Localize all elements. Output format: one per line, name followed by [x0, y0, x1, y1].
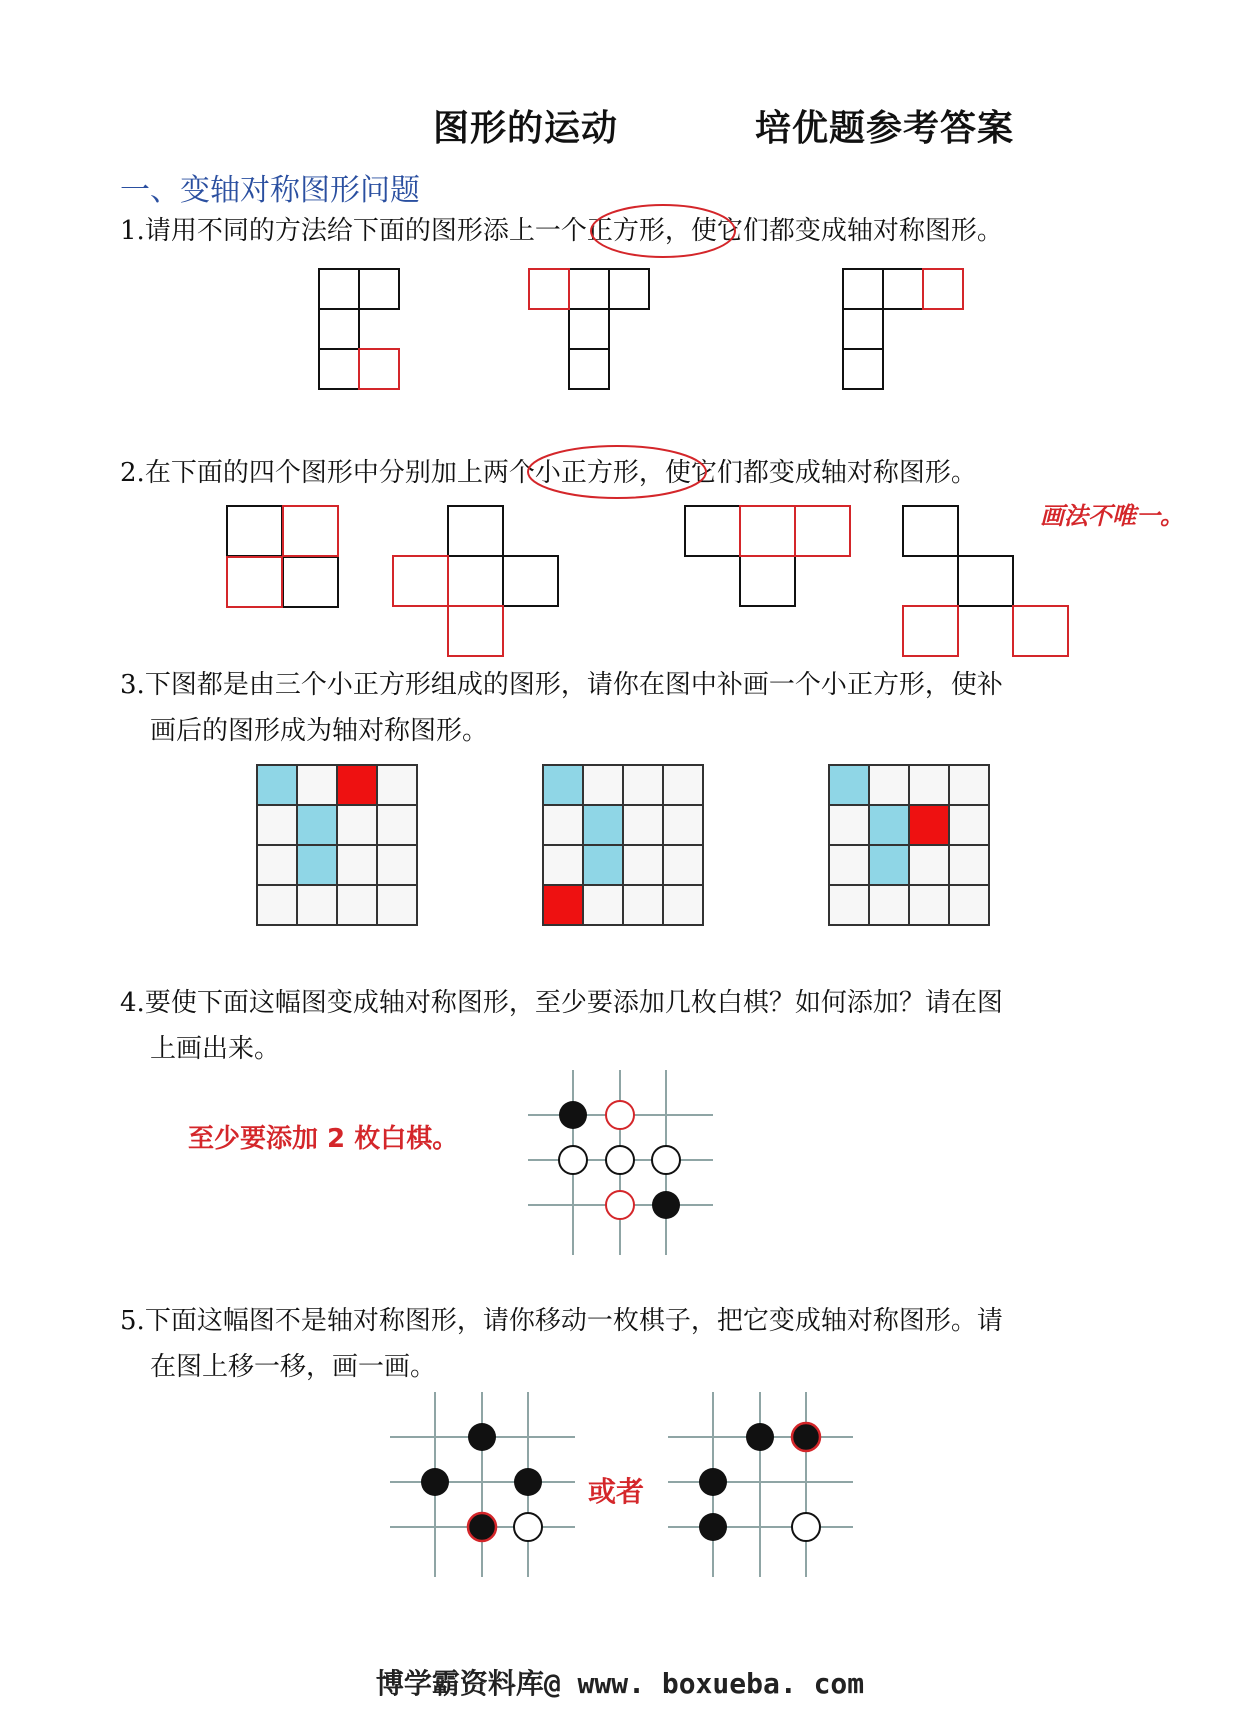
grid-cell	[337, 765, 377, 805]
grid-cell	[869, 805, 909, 845]
grid-cell	[257, 765, 297, 805]
grid-cell	[869, 765, 909, 805]
grid-cell	[623, 885, 663, 925]
grid-cell	[377, 845, 417, 885]
q3-grid-1	[255, 763, 419, 927]
q3-text-line1: 下图都是由三个小正方形组成的图形，请你在图中补画一个小正方形，使补	[144, 670, 1003, 700]
grid-cell	[337, 885, 377, 925]
grid-cell	[909, 805, 949, 845]
grid-cell	[623, 845, 663, 885]
q4-text-line1: 要使下面这幅图变成轴对称图形，至少要添加几枚白棋？如何添加？请在图	[144, 988, 1003, 1018]
grid-cell	[257, 845, 297, 885]
q3-grid-3	[827, 763, 991, 927]
q1-circled-text: 一个正方形	[534, 216, 665, 246]
grid-cell	[583, 805, 623, 845]
q5-go-board-2	[668, 1392, 858, 1582]
grid-cell	[297, 885, 337, 925]
question-5	[120, 1298, 1140, 1390]
grid-cell	[297, 765, 337, 805]
grid-cell	[949, 885, 989, 925]
q5-text-line2: 在图上移一移，画一画。	[150, 1352, 437, 1382]
grid-cell	[829, 845, 869, 885]
q4-text-line2: 上画出来。	[150, 1034, 281, 1064]
question-3	[120, 662, 1140, 754]
grid-cell	[543, 845, 583, 885]
q1-figure-1	[318, 268, 398, 392]
grid-cell	[869, 845, 909, 885]
question-4	[120, 980, 1140, 1072]
grid-cell	[257, 885, 297, 925]
grid-cell	[663, 765, 703, 805]
q2-text-post: ，使它们都变成轴对称图形。	[638, 458, 977, 488]
grid-cell	[909, 765, 949, 805]
grid-cell	[829, 805, 869, 845]
grid-cell	[909, 885, 949, 925]
q2-figure-4	[902, 505, 1070, 661]
page-title-left: 图形的运动	[433, 108, 619, 149]
page-title-right: 培优题参考答案	[755, 108, 1015, 149]
q2-circle-mark	[525, 444, 710, 502]
grid-cell	[337, 845, 377, 885]
grid-cell	[869, 885, 909, 925]
grid-cell	[663, 885, 703, 925]
grid-cell	[377, 765, 417, 805]
q2-figure-1	[226, 505, 338, 617]
q5-text-line1: 下面这幅图不是轴对称图形，请你移动一枚棋子，把它变成轴对称图形。请	[144, 1306, 1003, 1336]
grid-cell	[543, 765, 583, 805]
q2-text-pre: 在下面的四个图形中分别加上	[144, 458, 483, 488]
grid-cell	[909, 845, 949, 885]
grid-cell	[949, 765, 989, 805]
q1-text-pre: 请用不同的方法给下面的图形添上	[144, 216, 535, 246]
q5-or-label: 或者	[588, 1475, 645, 1508]
grid-cell	[297, 805, 337, 845]
q3-text-line2: 画后的图形成为轴对称图形。	[150, 716, 489, 746]
grid-cell	[663, 845, 703, 885]
grid-cell	[337, 805, 377, 845]
grid-cell	[623, 765, 663, 805]
q1-number: 1.	[120, 216, 145, 246]
grid-cell	[583, 885, 623, 925]
grid-cell	[623, 805, 663, 845]
q3-number: 3.	[120, 670, 145, 700]
grid-cell	[377, 885, 417, 925]
grid-cell	[583, 845, 623, 885]
grid-cell	[829, 765, 869, 805]
grid-cell	[663, 805, 703, 845]
grid-cell	[829, 885, 869, 925]
q1-text-post: ，使它们都变成轴对称图形。	[664, 216, 1003, 246]
footer-watermark: 博学霸资料库@ www. boxueba. com	[375, 1667, 865, 1700]
q5-number: 5.	[120, 1306, 145, 1336]
grid-cell	[949, 805, 989, 845]
grid-cell	[543, 805, 583, 845]
q2-number: 2.	[120, 458, 145, 488]
grid-cell	[949, 845, 989, 885]
q5-go-board-1	[390, 1392, 580, 1582]
grid-cell	[297, 845, 337, 885]
grid-cell	[543, 885, 583, 925]
section-heading: 一、变轴对称图形问题	[120, 173, 420, 208]
q1-figure-3	[842, 268, 966, 392]
q2-figure-2	[392, 505, 560, 661]
grid-cell	[583, 765, 623, 805]
q4-go-board	[528, 1070, 718, 1260]
grid-cell	[377, 805, 417, 845]
q4-answer: 至少要添加 2 枚白棋。	[188, 1124, 459, 1154]
q1-figure-2	[528, 268, 652, 392]
q2-figure-3	[684, 505, 852, 611]
grid-cell	[257, 805, 297, 845]
q2-circled-text: 两个小正方形	[482, 458, 639, 488]
q3-grid-2	[541, 763, 705, 927]
q1-circle-mark	[588, 203, 738, 261]
q4-number: 4.	[120, 988, 145, 1018]
q2-note: 画法不唯一。	[1040, 502, 1184, 530]
